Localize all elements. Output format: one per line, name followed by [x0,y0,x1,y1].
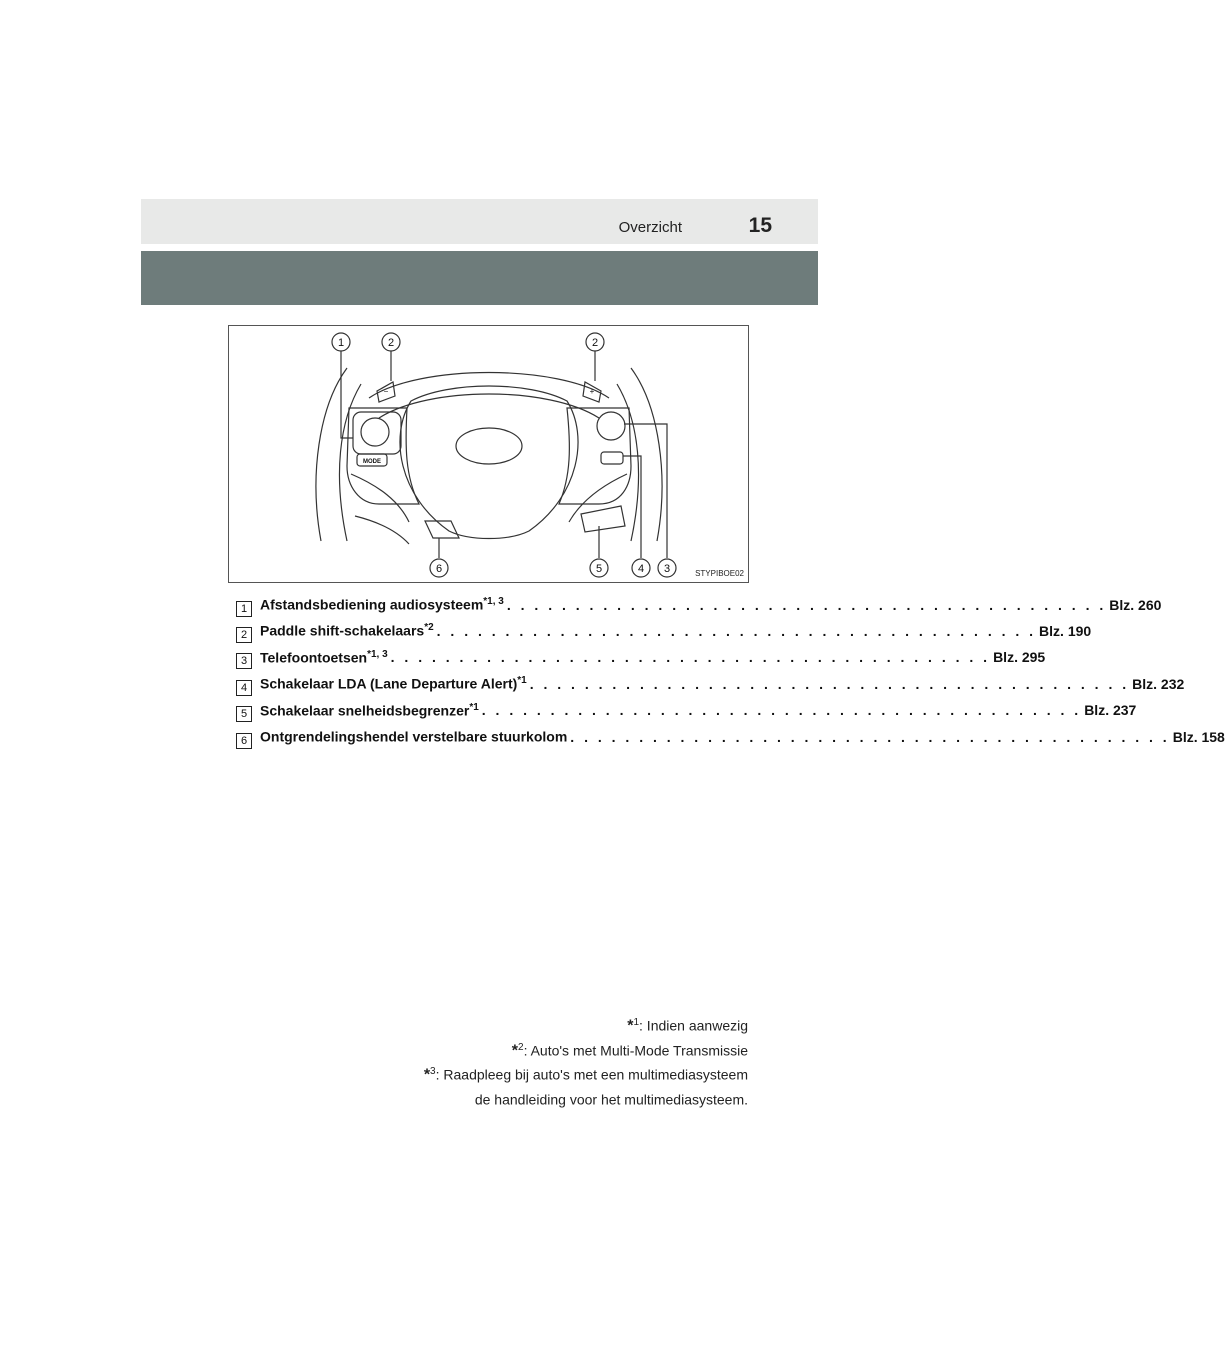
legend-mark: *1 [517,675,527,687]
callout-1: 1 [337,337,345,349]
leader-dots: . . . . . . . . . . . . . . . . . . . . . . . . . . . . . . . . . . . . . . . . . . . . [481,702,1082,719]
legend-item [236,648,1046,675]
legend-item [236,596,1162,622]
figure-code: STYPIBOE02 [695,569,744,578]
legend-number: 3 [236,653,252,669]
leader-1 [341,351,353,438]
steering-wheel-figure [228,325,749,583]
left-lower-spoke [351,474,409,522]
legend-label-text: Ontgrendelingshendel verstelbare stuurkolom [260,728,568,745]
footnote-text: : Auto's met Multi-Mode Transmissie [523,1042,748,1059]
legend-label-text: Schakelaar snelheidsbegrenzer [260,702,470,719]
mode-label: MODE [363,459,381,465]
legend-label [260,596,504,613]
leader-dots: . . . . . . . . . . . . . . . . . . . . . . . . . . . . . . . . . . . . . . . . . . . . [506,596,1107,613]
wheel-top-inner [379,394,599,418]
legend-item [236,728,1225,754]
legend-item [236,622,1092,648]
legend-number: 1 [236,601,252,617]
legend-number: 6 [236,733,252,749]
footnote-number: 2 [518,1041,524,1053]
footnote-text: de handleiding voor het multimediasysteem. [474,1091,748,1108]
airbag-hub [400,386,578,539]
footnote-line [424,1037,748,1062]
legend-mark: *1, 3 [483,596,504,607]
legend-label [260,622,434,639]
legend-page-ref: Blz. 232 [1132,675,1185,692]
legend-mark: *1, 3 [367,648,388,660]
leader-dots: . . . . . . . . . . . . . . . . . . . . . . . . . . . . . . . . . . . . . . . . . . . . [529,675,1130,692]
footnote-number: 1 [633,1017,640,1028]
plus-label: + [589,387,595,396]
footnote-star: * [423,1066,431,1084]
leader-dots: . . . . . . . . . . . . . . . . . . . . . . . . . . . . . . . . . . . . . . . . . . . . [570,728,1170,745]
legend-item [236,675,1185,701]
footnote-text: : Raadpleeg bij auto's met een multimediasysteem [435,1066,748,1083]
legend-page-ref: Blz. 295 [993,649,1046,666]
legend-page-ref: Blz. 260 [1109,596,1162,613]
footnote-line [424,1012,748,1037]
column-lever-shape [425,521,459,538]
center-emblem [456,428,522,464]
legend-page-ref: Blz. 237 [1084,702,1137,719]
legend-label-text: Schakelaar LDA (Lane Departure Alert) [260,675,518,692]
legend-label [260,649,388,666]
legend-label-text: Paddle shift-schakelaars [260,623,425,640]
legend-mark: *1 [469,701,479,713]
title-band [141,251,818,305]
legend-label-text: Telefoontoetsen [260,649,368,666]
legend-label [260,702,479,719]
legend-item [236,701,1137,728]
legend-number: 4 [236,680,252,696]
legend-label [260,728,567,745]
legend-label [260,675,527,692]
legend-label-text: Afstandsbediening audiosysteem [260,596,484,613]
footnote-line [424,1061,748,1086]
footnote-star: * [511,1042,519,1060]
minus-label: − [383,387,389,396]
legend-number: 2 [236,627,252,643]
steering-wheel-illustration [229,326,750,584]
callout-4: 4 [637,563,645,575]
legend-page-ref: Blz. 190 [1039,623,1092,640]
footnote-star: * [627,1017,634,1035]
footnote-line [424,1086,748,1111]
callout-3: 3 [663,563,671,575]
footnotes [424,1012,748,1111]
callout-5: 5 [595,563,603,575]
right-spoke [559,408,631,504]
callout-2a: 2 [387,337,395,349]
phone-dial [597,412,625,440]
legend-number: 5 [236,706,252,722]
footnote-number: 3 [430,1066,436,1078]
page-number: 15 [748,214,772,237]
leader-dots: . . . . . . . . . . . . . . . . . . . . . . . . . . . . . . . . . . . . . . . . . . . . [390,649,991,666]
page-header [141,199,818,244]
legend-mark: *2 [424,622,434,634]
lda-button [601,452,623,464]
footnote-text: : Indien aanwezig [639,1017,748,1034]
section-name: Overzicht [618,219,682,236]
callout-6: 6 [435,563,443,575]
leader-dots: . . . . . . . . . . . . . . . . . . . . . . . . . . . . . . . . . . . . . . . . . . . . [436,623,1037,640]
legend-list [236,596,1225,754]
left-spoke [347,408,419,504]
callout-2b: 2 [591,337,599,349]
speed-limiter-stalk [581,506,625,532]
legend-page-ref: Blz. 158 [1172,728,1225,745]
audio-dial [361,418,389,446]
